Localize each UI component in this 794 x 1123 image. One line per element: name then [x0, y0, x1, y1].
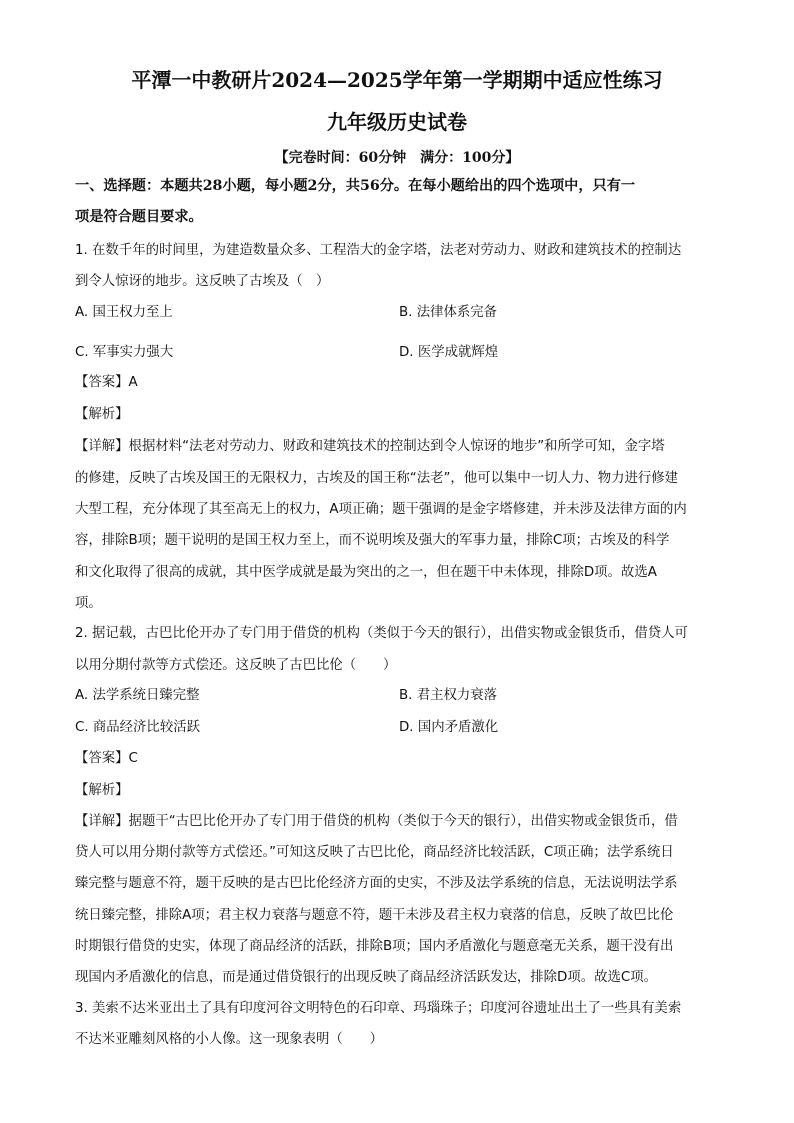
q2-detail-line6: 现国内矛盾激化的信息，而是通过借贷银行的出现反映了商品经济活跃发达，排除D项。故选C项。	[75, 970, 658, 985]
q2-stem-line2: 以用分期付款等方式偿还。这反映了古巴比伦（ ）	[75, 658, 397, 673]
q1-option-b: B. 法律体系完备	[399, 305, 498, 320]
q2-option-d: D. 国内矛盾激化	[399, 720, 499, 735]
q2-option-b: B. 君主权力衰落	[399, 688, 498, 703]
q1-option-c: C. 军事实力强大	[75, 345, 174, 360]
q2-analysis-label: 【解析】	[75, 783, 129, 798]
q1-answer: 【答案】A	[75, 375, 138, 390]
q1-analysis-label: 【解析】	[75, 407, 129, 422]
exam-subtitle: 九年级历史试卷	[327, 110, 467, 134]
q2-detail-line3: 臻完整与题意不符，题干反映的是古巴比伦经济方面的史实，不涉及法学系统的信息，无法说明法学系	[75, 876, 678, 891]
q2-detail-line5: 时期银行借贷的史实，体现了商品经济的活跃，排除B项；国内矛盾激化与题意毫无关系，题干没有出	[75, 939, 674, 954]
q1-detail-line4: 容，排除B项；题干说明的是国王权力至上，而不说明埃及强大的军事力量，排除C项；古埃及的科学	[75, 533, 670, 548]
q2-option-a: A. 法学系统日臻完整	[75, 688, 200, 703]
q2-detail-line2: 贷人可以用分期付款等方式偿还。”可知这反映了古巴比伦，商品经济比较活跃，C项正确；法学系统日	[75, 845, 674, 860]
q1-stem-line2: 到令人惊讶的地步。这反映了古埃及（ ）	[75, 274, 330, 289]
q1-option-a: A. 国王权力至上	[75, 305, 173, 320]
q1-detail-line6: 项。	[75, 596, 102, 611]
q2-stem-line1: 2. 据记载，古巴比伦开办了专门用于借贷的机构（类似于今天的银行），出借实物或金银货币，借贷人可	[75, 626, 688, 641]
exam-title: 平潭一中教研片2024—2025学年第一学期期中适应性练习	[131, 68, 663, 92]
section-heading-line2: 项是符合题目要求。	[75, 209, 203, 225]
q2-answer: 【答案】C	[75, 751, 138, 766]
q2-detail-line4: 统日臻完整，排除A项；君主权力衰落与题意不符，题干未涉及君主权力衰落的信息，反映了故巴比伦	[75, 908, 674, 923]
q1-detail-line3: 大型工程，充分体现了其至高无上的权力，A项正确；题干强调的是金字塔修建，并未涉及法律方面的内	[75, 502, 687, 517]
exam-meta: 【完卷时间：60分钟 满分：100分】	[274, 150, 520, 166]
q1-option-d: D. 医学成就辉煌	[399, 345, 499, 360]
q3-stem-line2: 不达米亚雕刻风格的小人像。这一现象表明（ ）	[75, 1032, 383, 1047]
q1-stem-line1: 1. 在数千年的时间里，为建造数量众多、工程浩大的金字塔，法老对劳动力、财政和建筑技术的控制达	[75, 243, 682, 258]
q1-detail-line5: 和文化取得了很高的成就，其中医学成就是最为突出的之一，但在题干中未体现，排除D项。故选A	[75, 565, 657, 580]
q1-detail-line2: 的修建，反映了古埃及国王的无限权力，古埃及的国王称“法老”，他可以集中一切人力、物力进行修建	[75, 471, 679, 486]
q1-detail-line1: 【详解】根据材料“法老对劳动力、财政和建筑技术的控制达到令人惊讶的地步”和所学可知，金字塔	[75, 439, 665, 454]
q2-option-c: C. 商品经济比较活跃	[75, 720, 200, 735]
q3-stem-line1: 3. 美索不达米亚出土了具有印度河谷文明特色的石印章、玛瑙珠子；印度河谷遗址出土了一些具有美索	[75, 1001, 682, 1016]
section-heading-line1: 一、选择题：本题共28小题，每小题2分，共56分。在每小题给出的四个选项中，只有一	[75, 178, 636, 194]
q2-detail-line1: 【详解】据题干“古巴比伦开办了专门用于借贷的机构（类似于今天的银行），出借实物或金银货币，借	[75, 814, 678, 829]
